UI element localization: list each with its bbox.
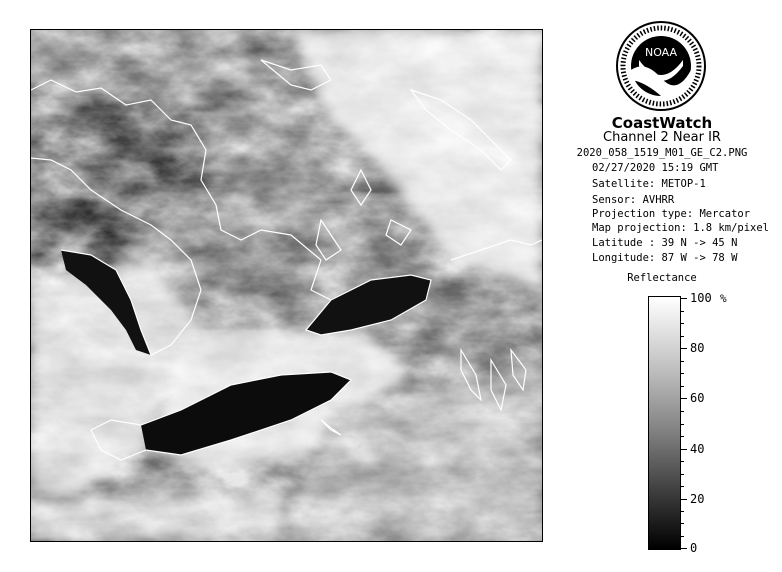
minor-tick xyxy=(681,411,684,412)
minor-tick xyxy=(681,486,684,487)
filename: 2020_058_1519_M01_GE_C2.PNG xyxy=(576,147,748,159)
satellite: Satellite: METOP-1 xyxy=(592,178,706,190)
tick-mark xyxy=(681,449,687,450)
tick-label: 20 xyxy=(690,492,705,506)
tick-label: 100 xyxy=(690,291,712,305)
tick-mark xyxy=(681,548,687,549)
minor-tick xyxy=(681,523,684,524)
legend-unit: % xyxy=(720,292,727,305)
app-title: CoastWatch xyxy=(611,114,713,132)
minor-tick xyxy=(681,474,684,475)
latitude: Latitude : 39 N -> 45 N xyxy=(592,237,738,249)
logo-label: NOAA xyxy=(644,46,678,59)
tick-label: 0 xyxy=(690,541,698,555)
noaa-logo-svg xyxy=(615,20,707,112)
satellite-image xyxy=(30,29,543,542)
legend-title: Reflectance xyxy=(627,272,697,284)
channel-label: Channel 2 Near IR xyxy=(603,130,721,145)
minor-tick xyxy=(681,424,684,425)
minor-tick xyxy=(681,323,684,324)
minor-tick xyxy=(681,336,684,337)
minor-tick xyxy=(681,436,684,437)
tick-mark xyxy=(681,398,687,399)
tick-label: 40 xyxy=(690,442,705,456)
minor-tick xyxy=(681,361,684,362)
sensor: Sensor: AVHRR xyxy=(592,194,675,206)
projection-type: Projection type: Mercator xyxy=(592,208,751,220)
satellite-map-svg xyxy=(31,30,542,541)
map-projection: Map projection: 1.8 km/pixel xyxy=(592,222,770,234)
minor-tick xyxy=(681,461,684,462)
minor-tick xyxy=(681,386,684,387)
minor-tick xyxy=(681,311,684,312)
datetime: 02/27/2020 15:19 GMT xyxy=(592,162,719,174)
tick-label: 60 xyxy=(690,391,705,405)
longitude: Longitude: 87 W -> 78 W xyxy=(592,252,738,264)
reflectance-colorbar xyxy=(648,296,681,550)
minor-tick xyxy=(681,373,684,374)
tick-mark xyxy=(681,348,687,349)
minor-tick xyxy=(681,511,684,512)
minor-tick xyxy=(681,536,684,537)
tick-mark xyxy=(681,298,687,299)
tick-label: 80 xyxy=(690,341,705,355)
tick-mark xyxy=(681,499,687,500)
noaa-logo xyxy=(615,20,707,112)
